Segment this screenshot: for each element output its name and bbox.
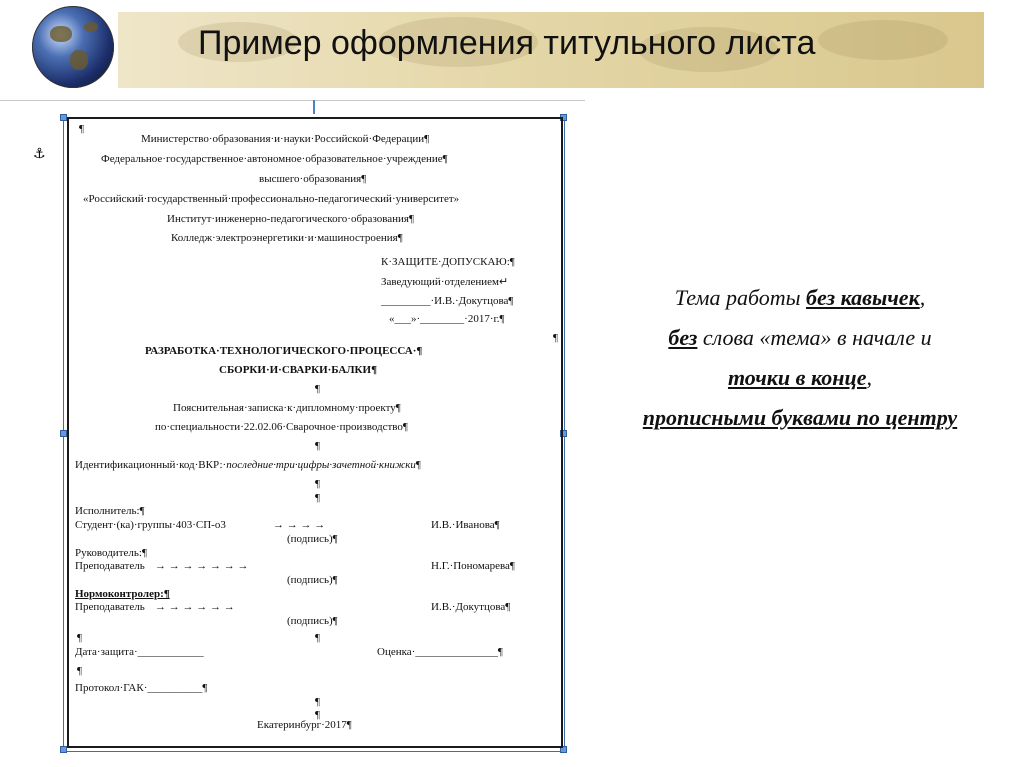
approval-date-line: «___»·________·2017·г.¶ — [389, 313, 505, 325]
tab-arrows: → → → → — [273, 519, 326, 531]
tab-arrows: → → → → → → → — [155, 560, 249, 572]
defense-date-line: Дата·защита·____________ — [75, 646, 204, 658]
note-emphasis: без кавычек — [806, 285, 920, 310]
student-group-line: Студент·(ка)·группы·403·СП-о3 — [75, 519, 226, 531]
title-page-document — [67, 117, 563, 748]
grade-line: Оценка·_______________¶ — [377, 646, 503, 658]
note-text: , — [919, 285, 926, 310]
college-line: Колледж·электроэнергетики·и·машиностроения¶ — [171, 232, 403, 244]
pilcrow: ¶ — [315, 696, 320, 708]
signature-label: (подпись)¶ — [287, 533, 338, 545]
specialty-line: по·специальности·22.02.06·Сварочное·производство¶ — [155, 421, 408, 433]
signature-label: (подпись)¶ — [287, 574, 338, 586]
frame-top-handle[interactable] — [313, 100, 315, 114]
slide-title: Пример оформления титульного листа — [198, 24, 816, 62]
resize-handle-ml[interactable] — [60, 430, 67, 437]
explanatory-note-line: Пояснительная·записка·к·дипломному·проекту¶ — [173, 402, 401, 414]
resize-handle-tl[interactable] — [60, 114, 67, 121]
head-line: Заведующий·отделением↵ — [381, 276, 509, 288]
slide-header — [0, 0, 1024, 100]
note-emphasis: без — [668, 325, 698, 350]
supervisor-name: Н.Г.·Пономарева¶ — [431, 560, 515, 572]
pilcrow: ¶ — [553, 332, 558, 344]
pilcrow: ¶ — [77, 632, 82, 644]
identification-code-hint: последние·три·цифры·зачетной·книжки — [226, 459, 416, 471]
student-name: И.В.·Иванова¶ — [431, 519, 500, 531]
identification-code-line — [75, 459, 421, 472]
note-line-3 — [586, 358, 1014, 398]
teacher-label: Преподаватель — [75, 601, 145, 613]
pilcrow: ¶ — [79, 123, 84, 135]
anchor-icon: ⚓ — [33, 146, 46, 162]
university-line: «Российский·государственный·профессионально-педагогический·университет» — [83, 193, 460, 205]
topic-formatting-note — [586, 278, 1014, 438]
topic-line-2: СБОРКИ·И·СВАРКИ·БАЛКИ¶ — [219, 364, 378, 376]
tab-arrows: → → → → → → — [155, 601, 235, 613]
note-text: Тема работы — [674, 285, 807, 310]
normcontroller-name: И.В.·Докутцова¶ — [431, 601, 511, 613]
normcontrol-label: Нормоконтролер:¶ — [75, 588, 170, 600]
supervisor-label: Руководитель:¶ — [75, 547, 147, 559]
pilcrow: ¶ — [315, 440, 320, 452]
note-emphasis: точки в конце — [727, 365, 867, 390]
admit-line: К·ЗАЩИТЕ·ДОПУСКАЮ:¶ — [381, 256, 515, 268]
ministry-line: Министерство·образования·и·науки·Российской·Федерации¶ — [141, 133, 430, 145]
pilcrow: ¶ — [315, 709, 320, 721]
fgaou-line: Федеральное·государственное·автономное·образовательное·учреждение¶ — [101, 153, 448, 165]
protocol-line: Протокол·ГАК·__________¶ — [75, 682, 208, 694]
pilcrow: ¶ — [315, 632, 320, 644]
identification-code-label: Идентификационный·код·ВКР:· — [75, 459, 227, 471]
pilcrow: ¶ — [315, 492, 320, 504]
resize-handle-bl[interactable] — [60, 746, 67, 753]
pilcrow: ¶ — [315, 478, 320, 490]
pilcrow: ¶ — [77, 665, 82, 677]
note-text: , — [866, 365, 873, 390]
pilcrow: ¶ — [315, 383, 320, 395]
city-year-line: Екатеринбург·2017¶ — [257, 719, 352, 731]
institute-line: Институт·инженерно-педагогического·образования¶ — [167, 213, 414, 225]
pilcrow: ¶ — [415, 459, 421, 471]
note-text: слова «тема» в начале и — [697, 325, 932, 350]
signature-label: (подпись)¶ — [287, 615, 338, 627]
note-line-4 — [586, 398, 1014, 438]
head-sign-line: _________·И.В.·Докутцова¶ — [381, 295, 514, 307]
note-line-1 — [586, 278, 1014, 318]
teacher-label: Преподаватель — [75, 560, 145, 572]
note-line-2 — [586, 318, 1014, 358]
executor-label: Исполнитель:¶ — [75, 505, 145, 517]
globe-icon — [32, 6, 114, 88]
note-emphasis: прописными буквами по центру — [642, 405, 958, 430]
topic-line-1: РАЗРАБОТКА·ТЕХНОЛОГИЧЕСКОГО·ПРОЦЕССА·¶ — [145, 345, 423, 357]
header-divider — [0, 100, 585, 101]
higher-education-line: высшего·образования¶ — [259, 173, 367, 185]
